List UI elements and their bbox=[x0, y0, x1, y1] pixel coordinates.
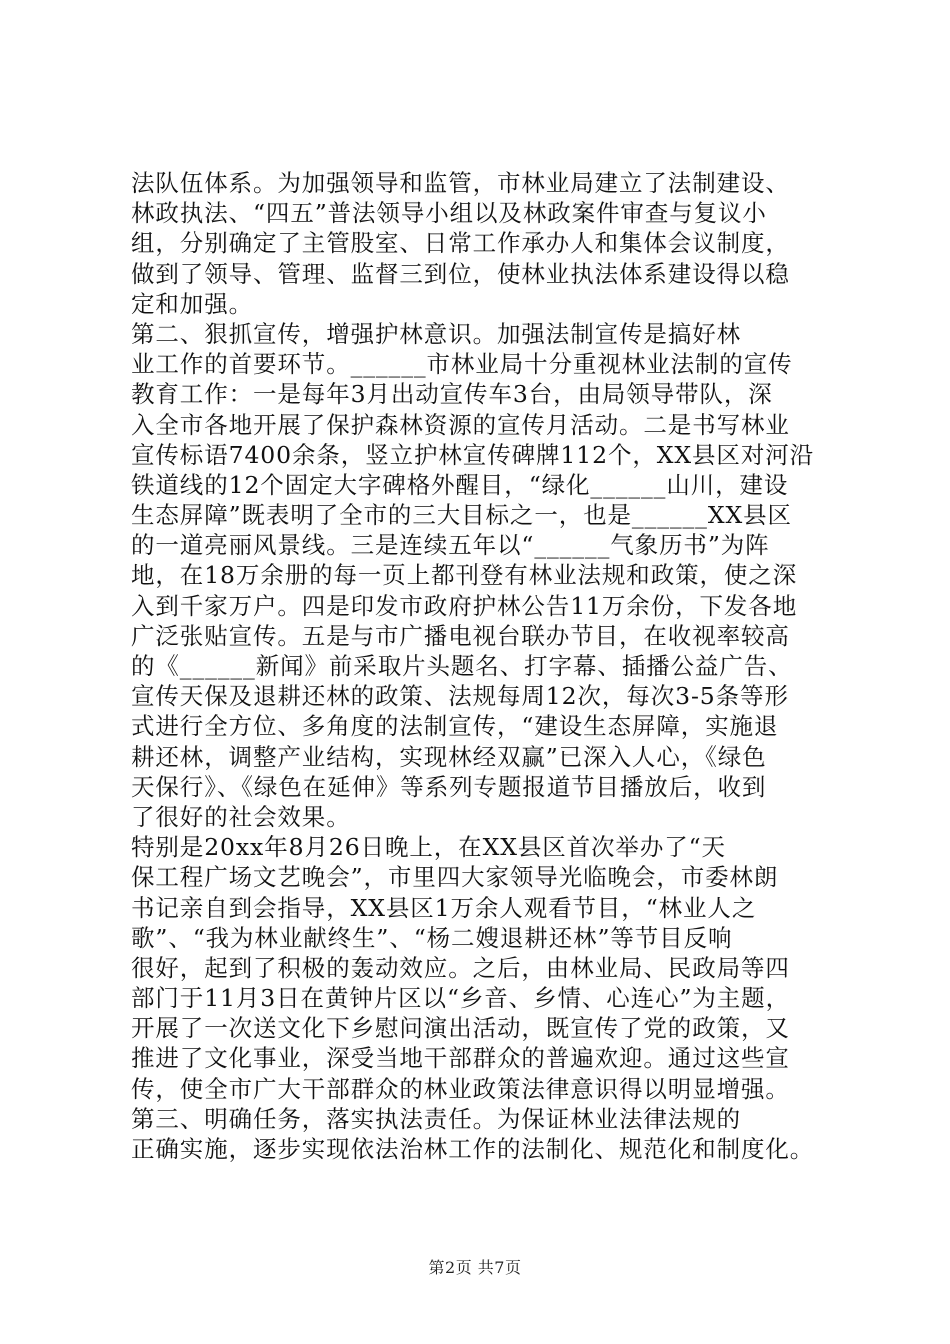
text-line: 的《______新闻》前采取片头题名、打字幕、插播公益广告、 bbox=[131, 652, 793, 680]
text-line: 宣传天保及退耕还林的政策、法规每周12次，每次3-5条等形 bbox=[131, 682, 789, 711]
body-text bbox=[131, 168, 831, 1164]
text-line: 天保行》、《绿色在延伸》等系列专题报道节目播放后，收到 bbox=[131, 772, 767, 801]
text-line: 歌”、“我为林业献终生”、“杨二嫂退耕还林”等节目反响 bbox=[131, 923, 733, 952]
text-line: 很好，起到了积极的轰动效应。之后，由林业局、民政局等四 bbox=[131, 953, 790, 982]
text-line: 第二、狠抓宣传，增强护林意识。加强法制宣传是搞好林 bbox=[131, 319, 741, 348]
text-line: 推进了文化事业，深受当地干部群众的普遍欢迎。通过这些宣 bbox=[131, 1044, 790, 1073]
text-line: 开展了一次送文化下乡慰问演出活动，既宣传了党的政策，又 bbox=[131, 1014, 790, 1043]
text-line: 书记亲自到会指导，XX县区1万余人观看节目，“林业人之 bbox=[131, 893, 757, 922]
text-line: 第三、明确任务，落实执法责任。为保证林业法律法规的 bbox=[131, 1104, 741, 1133]
text-line: 部门于11月3日在黄钟片区以“乡音、乡情、心连心”为主题， bbox=[131, 984, 790, 1013]
text-line: 林政执法、“四五”普法领导小组以及林政案件审查与复议小 bbox=[131, 199, 767, 228]
text-line: 业工作的首要环节。______市林业局十分重视林业法制的宣传 bbox=[131, 350, 793, 379]
text-line: 定和加强。 bbox=[131, 289, 253, 318]
text-line: 生态屏障”既表明了全市的三大目标之一，也是______XX县区 bbox=[131, 501, 792, 530]
text-line: 入到千家万户。四是印发市政府护林公告11万余份，下发各地 bbox=[131, 591, 798, 620]
text-line: 特别是20xx年8月26日晚上，在XX县区首次举办了“天 bbox=[131, 833, 726, 862]
text-line: 传，使全市广大干部群众的林业政策法律意识得以明显增强。 bbox=[131, 1074, 790, 1103]
text-line: 保工程广场文艺晚会”，市里四大家领导光临晚会，市委林朗 bbox=[131, 863, 779, 892]
text-line: 地，在18万余册的每一页上都刊登有林业法规和政策，使之深 bbox=[131, 561, 798, 590]
text-line: 做到了领导、管理、监督三到位，使林业执法体系建设得以稳 bbox=[131, 259, 790, 288]
text-line: 组，分别确定了主管股室、日常工作承办人和集体会议制度， bbox=[131, 229, 790, 258]
text-line: 教育工作：一是每年3月出动宣传车3台，由局领导带队，深 bbox=[131, 380, 773, 409]
text-line: 式进行全方位、多角度的法制宣传，“建设生态屏障，实施退 bbox=[131, 712, 779, 741]
page-number-footer: 第2页 共7页 bbox=[428, 1258, 522, 1277]
text-line: 铁道线的12个固定大字碑格外醒目，“绿化______山川，建设 bbox=[131, 470, 789, 499]
text-line: 宣传标语7400余条，竖立护林宣传碑牌112个，XX县区对河沿 bbox=[131, 440, 815, 469]
text-line: 了很好的社会效果。 bbox=[131, 802, 351, 831]
text-line: 广泛张贴宣传。五是与市广播电视台联办节目，在收视率较高 bbox=[131, 621, 790, 650]
text-line: 正确实施，逐步实现依法治林工作的法制化、规范化和制度化。 bbox=[131, 1135, 815, 1163]
text-line: 耕还林，调整产业结构，实现林经双赢”已深入人心，《绿色 bbox=[131, 742, 767, 771]
text-line: 法队伍体系。为加强领导和监管，市林业局建立了法制建设、 bbox=[131, 169, 790, 197]
text-line: 的一道亮丽风景线。三是连续五年以“______气象历书”为阵 bbox=[131, 531, 770, 560]
text-line: 入全市各地开展了保护森林资源的宣传月活动。二是书写林业 bbox=[131, 410, 790, 439]
